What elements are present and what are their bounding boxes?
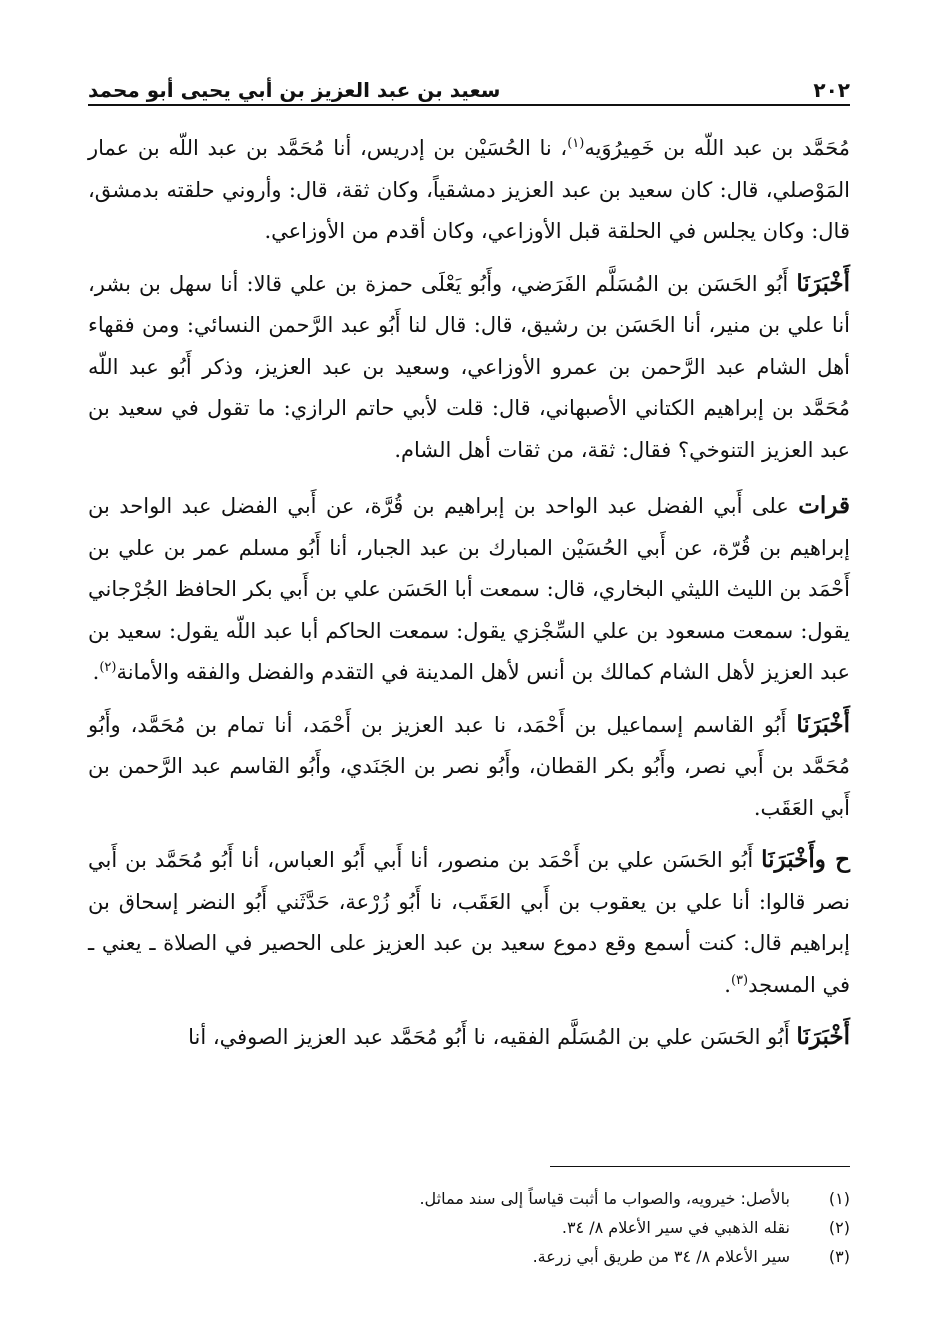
footnote-ref: (٣) bbox=[730, 972, 749, 988]
paragraph bbox=[88, 128, 850, 253]
header-divider bbox=[88, 104, 850, 106]
transmission-keyword: أَخْبَرَنَا bbox=[796, 269, 850, 297]
paragraph-text: أَبُو الحَسَن بن المُسَلَّم الفَرَضي، وأَبُو يَعْلَى حمزة بن علي قالا: أنا سهل بن بشر، أنا علي بن منير، أنا الحَسَن بن رشيق، قال: قال لنا أَبُو عبد الرَّحمن النسائي: ومن فقهاء أهل الشام عبد الرَّحمن بن عمرو الأوزاعي، وسعيد بن عبد العزيز، وذكر أَبُو عبد اللّه مُحَمَّد بن إبراهيم الكتاني الأصبهاني، قال: قلت لأبي حاتم الرازي: ما تقول في سعيد بن عبد العزيز التنوخي؟ فقال: ثقة، من ثقات أهل الشام. bbox=[88, 271, 850, 462]
running-title: سعيد بن عبد العزيز بن أبي يحيى أبو محمد bbox=[88, 78, 501, 102]
paragraph-text-cont: . bbox=[92, 660, 100, 684]
footnote bbox=[88, 1184, 850, 1213]
main-text bbox=[88, 128, 850, 1069]
paragraph bbox=[88, 839, 850, 1006]
paragraph-text: أَبُو القاسم إسماعيل بن أَحْمَد، نا عبد العزيز بن أَحْمَد، أنا تمام بن مُحَمَّد، وأَبُو مُحَمَّد بن أَبي نصر، وأَبُو بكر القطان، وأَبُو نصر بن الجَنَدي، وأَبُو القاسم عبد الرَّحمن بن أَبي العَقَب. bbox=[88, 712, 850, 820]
paragraph bbox=[88, 485, 850, 694]
paragraph bbox=[88, 704, 850, 830]
transmission-keyword: قرات bbox=[798, 492, 850, 519]
paragraph-text-cont: ، نا الحُسَيْن بن إدريس، أنا مُحَمَّد بن عبد اللّه بن عمار المَوْصلي، قال: كان سعيد بن عبد العزيز دمشقياً، وكان ثقة، قال: وأروني حلقته بدمشق، قال: وكان يجلس في الحلقة قبل الأوزاعي، وكان أقدم من الأوزاعي. bbox=[88, 136, 850, 243]
transmission-keyword: ح وأَخْبَرَنَا bbox=[761, 846, 850, 873]
footnote-ref: (٢) bbox=[99, 660, 117, 675]
paragraph-text: على أَبي الفضل عبد الواحد بن إبراهيم بن قُرَّة، عن أَبي الفضل عبد الواحد بن إبراهيم بن قُرّة، عن أَبي الحُسَيْن المبارك بن عبد الجبار، أنا أَبُو مسلم عمر بن علي بن أَحْمَد بن الليث الليثي البخاري، قال: سمعت أبا الحَسَن علي بن أَبي بكر الحافظ الجُرْجاني يقول: سمعت مسعود بن علي السِّجْزي يقول: سمعت الحاكم أبا عبد اللّه يقول: سعيد بن عبد العزيز لأهل الشام كمالك بن أنس لأهل المدينة في التقدم والفضل والفقه والأمانة bbox=[88, 494, 850, 684]
footnote-ref: (١) bbox=[567, 136, 585, 151]
transmission-keyword: أَخْبَرَنَا bbox=[796, 710, 850, 738]
paragraph-text-cont: . bbox=[724, 972, 731, 997]
paragraph-text: أَبُو الحَسَن علي بن المُسَلَّم الفقيه، نا أَبُو مُحَمَّد عبد العزيز الصوفي، أنا bbox=[188, 1025, 797, 1049]
transmission-keyword: أَخْبَرَنَا bbox=[796, 1023, 850, 1050]
footnotes bbox=[88, 1184, 850, 1271]
footnote-divider bbox=[550, 1166, 850, 1167]
footnote-text: سير الأعلام ٨/ ٣٤ من طريق أبي زرعة. bbox=[532, 1247, 790, 1266]
paragraph-text: مُحَمَّد بن عبد اللّه بن خَمِيرُوَيه bbox=[584, 136, 850, 160]
footnote bbox=[88, 1242, 850, 1271]
footnote-text: بالأصل: خيرويه، والصواب ما أثبت قياساً إلى سند مماثل. bbox=[419, 1189, 790, 1208]
footnote-number: (٣) bbox=[828, 1247, 850, 1266]
paragraph bbox=[88, 263, 850, 472]
footnote-number: (٢) bbox=[828, 1218, 850, 1237]
paragraph-text: أَبُو الحَسَن علي بن أَحْمَد بن منصور، أنا أَبي أَبُو العباس، أنا أَبُو مُحَمَّد بن أَبي نصر قالوا: أنا علي بن يعقوب بن أَبي العَقَب، نا أَبُو زُرْعة، حَدَّثَني أَبُو النضر إسحاق بن إبراهيم قال: كنت أسمع وقع دموع سعيد بن عبد العزيز على الحصير في الصلاة ـ يعني ـ في المسجد bbox=[88, 848, 850, 997]
paragraph bbox=[88, 1016, 850, 1059]
footnote-number: (١) bbox=[828, 1189, 850, 1208]
footnote bbox=[88, 1213, 850, 1242]
page-header bbox=[88, 62, 850, 102]
page-number: ٢٠٢ bbox=[813, 78, 850, 102]
footnote-text: نقله الذهبي في سير الأعلام ٨/ ٣٤. bbox=[561, 1218, 790, 1237]
